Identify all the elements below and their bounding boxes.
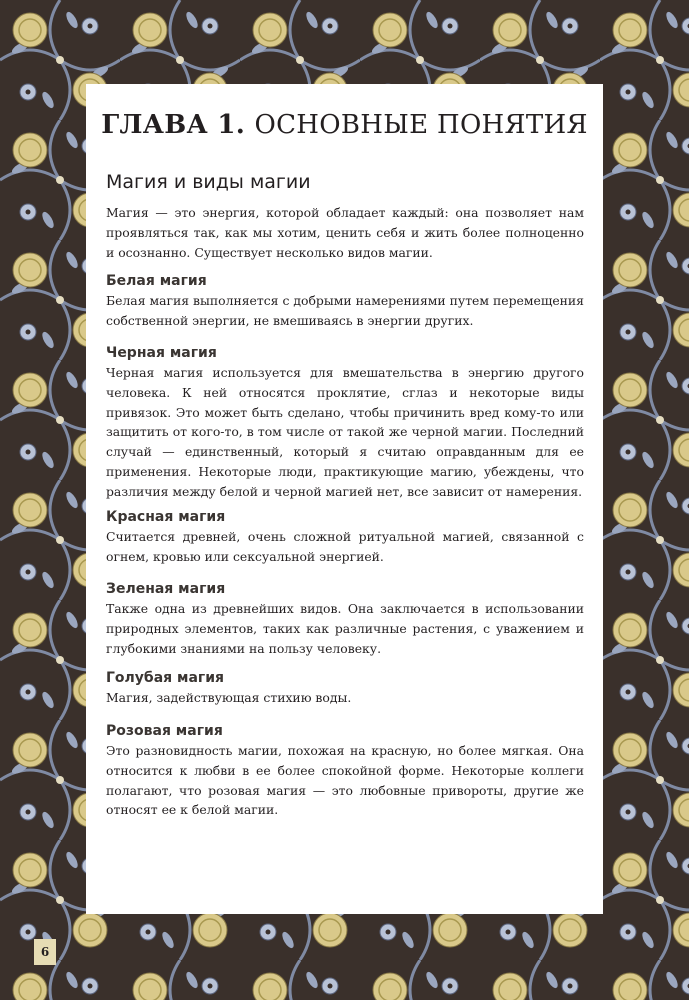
blue-magic-heading: Голубая магия <box>106 670 225 686</box>
red-magic-heading: Красная магия <box>106 509 226 525</box>
pink-magic-text: Это разновидность магии, похожая на красную, но более мягкая. Она относится к любви в ее более спокойной форме. Некоторые коллеги полагают, что розовая магия — это любовные привороты, другие же относят ее к белой магии. <box>106 743 584 818</box>
black-magic-text: Черная магия используется для вмешательства в энергию другого человека. К ней относятся проклятие, сглаз и некоторые виды привязок. Это может быть сделано, чтобы причинить вред кому-то или защитить от кого-то, в том числе от такой же черной магии. Последний случай — единственный, который я считаю оправданным для ее применения. Некоторые люди, практикующие магию, убеждены, что различия между белой и черной магией нет, все зависит от намерения. <box>106 365 584 499</box>
chapter-title <box>86 110 603 140</box>
section-intro: Магия — это энергия, которой обладает каждый: она позволяет нам проявляться так, как мы хотим, ценить себя и жить более полноценно и осознанно. Существует несколько видов магии. <box>106 205 584 260</box>
chapter-name: ОСНОВНЫЕ ПОНЯТИЯ <box>254 110 588 140</box>
red-magic-text: Считается древней, очень сложной ритуальной магией, связанной с огнем, кровью или сексуальной энергией. <box>106 529 584 564</box>
white-magic-text: Белая магия выполняется с добрыми намерениями путем перемещения собственной энергии, не вмешиваясь в энергии других. <box>106 293 584 328</box>
white-magic-heading: Белая магия <box>106 273 207 289</box>
pink-magic-heading: Розовая магия <box>106 723 223 739</box>
green-magic-heading: Зеленая магия <box>106 581 226 597</box>
black-magic-heading: Черная магия <box>106 345 217 361</box>
chapter-number: ГЛАВА 1. <box>101 110 246 140</box>
green-magic-text: Также одна из древнейших видов. Она заключается в использовании природных элементов, таких как различные растения, с уважением и глубокими знаниями на пользу человеку. <box>106 601 584 656</box>
blue-magic-text: Магия, задействующая стихию воды. <box>106 690 352 705</box>
section-heading: Магия и виды магии <box>106 171 311 193</box>
page-number: 6 <box>34 939 56 965</box>
